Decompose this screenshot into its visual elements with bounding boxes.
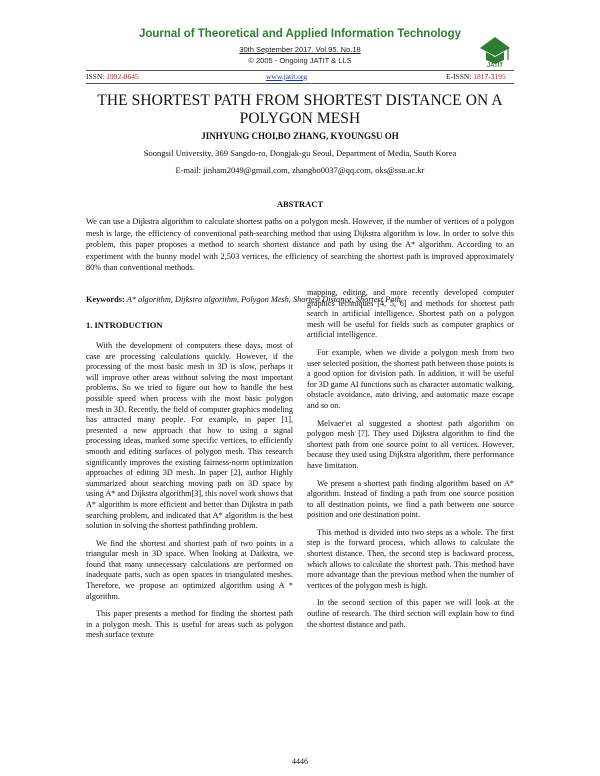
paragraph: This paper presents a method for finding the shortest path in a polygon mesh. This is useful for areas such as polygon mesh surface texture (86, 609, 293, 640)
paper-title: THE SHORTEST PATH FROM SHORTEST DISTANCE ON A POLYGON MESH (97, 92, 503, 127)
paragraph: For example, when we divide a polygon mesh from two user selected position, the shortest path between those points is a good option for division path. In addition, it will be useful for 3D game AI functions such as character automatic walking, obstacle avoidance, auto driving, and automatic maze escape and so on. (307, 347, 514, 410)
paragraph: mapping, editing, and more recently developed computer graphics techniques [4, 5, 6] and methods for shortest path search in artificial intelligence. Shortest path on a polygon mesh will be useful for fields such as computer graphics or artificial intelligence. (307, 288, 514, 340)
website-link[interactable]: www.jatit.org (266, 72, 308, 81)
section-heading-introduction: 1. INTRODUCTION (86, 320, 163, 330)
right-column (307, 288, 514, 637)
author-emails: E-mail: jinham2049@gmail.com, zhangbo0037@qq.com, oks@ssu.ac.kr (175, 165, 425, 175)
header-rule-bottom (86, 83, 514, 84)
issn (86, 72, 139, 81)
logo-label: JATIT (486, 63, 504, 69)
issn-label: ISSN: (86, 72, 105, 81)
paragraph: This method is divided into two steps as a whole. The first step is the forward process, which allows to calculate the shortest distance. Then, the second step is backward process, which allows to calculate the shortest path. This method have more advantage than the previous method when the number of vertices of the polygon mesh is high. (307, 527, 514, 590)
paragraph: We find the shortest and shortest path of two points in a triangular mesh in 3D space. When looking at Daikstra, we found that many unnecessary calculations are performed on inadequate parts, such as open spaces in triangulated meshes. Therefore, we propose an optimized algorithm using A * algorithm. (86, 538, 293, 601)
paragraph: Melvaer'et al suggested a shortest path algorithm on polygon mesh [7]. They used Dijkstra algorithm to find the shortest path from one source point to all vertices. However, because they used using Dijkstra algorithm, there performance have limitation. (307, 418, 514, 470)
issn-value: 1992-8645 (106, 72, 139, 81)
paragraph: With the development of computers these days, most of case are processing calculations quickly. However, if the processing of the most basic mesh in 3D is slow, perhaps it will improve other areas without solving the most important problems. So we tried to figure out how to handle the best possible speed when process with the most basic polygon mesh in 3D. Recently, the field of computer graphics modeling has attracted many people. For example, in paper [1], presented a new approach that how to using a signal processing ideas, marked some specific vertices, to efficiently smooth and editing surfaces of polygon mesh. This research significantly improves the existing fairness-norm optimization approaches of editing 3D mesh. In paper [2], author Highly summarized about searching moving path on 3D space by using A* and Dijkstra algorithm[3], this novel work shows that A* algorithm is more efficient and better than Dijkstra in path searching problem, and indicated that A* algorithm is the best solution in solving the shortest pathfinding problem. (86, 341, 293, 531)
abstract-heading: ABSTRACT (276, 199, 324, 209)
paragraph: In the second section of this paper we will look at the outline of research. The third section will explain how to find the shortest distance and path. (307, 598, 514, 629)
authors: JINHYUNG CHOI,BO ZHANG, KYOUNGSU OH (201, 131, 399, 141)
keywords-list: A* algorithm, Dijkstra algorithm, Polygon Mesh, Shortest Distance, Shortest Path. (126, 295, 403, 304)
journal-copyright: © 2005 - Ongoing JATIT & LLS (248, 56, 352, 65)
affiliation: Soongsil University, 369 Sangdo-ro, Dongjak-gu Seoul, Department of Media, South Korea (143, 148, 457, 158)
journal-title: Journal of Theoretical and Applied Information Technology (138, 28, 462, 40)
eissn-value: 1817-3195 (473, 72, 506, 81)
header-rule-top (86, 70, 514, 71)
paragraph: We present a shortest path finding algorithm based on A* algorithm. Instead of finding a path from one source position to all destination points, we find a path between one source position and one destination point. (307, 478, 514, 520)
eissn (446, 72, 506, 81)
abstract-text: We can use a Dijkstra algorithm to calculate shortest paths on a polygon mesh. However, if the number of vertices of a polygon mesh is large, the efficiency of conventional path-searching method that using Dijkstra algorithm is low. In order to solve this problem, this paper proposes a method to search shortest distance and path by using the A* algorithm. According to an experiment with the bunny model with 2,503 vertices, the efficiency of searching the shortest path is improved approximately 80% than conventional methods. (86, 217, 514, 272)
eissn-label: E-ISSN: (446, 72, 472, 81)
page-number: 4446 (292, 757, 308, 766)
left-column (86, 341, 293, 648)
journal-date: 30th September 2017. Vol.95. No.18 (239, 45, 361, 54)
keywords-label: Keywords: (86, 295, 125, 304)
